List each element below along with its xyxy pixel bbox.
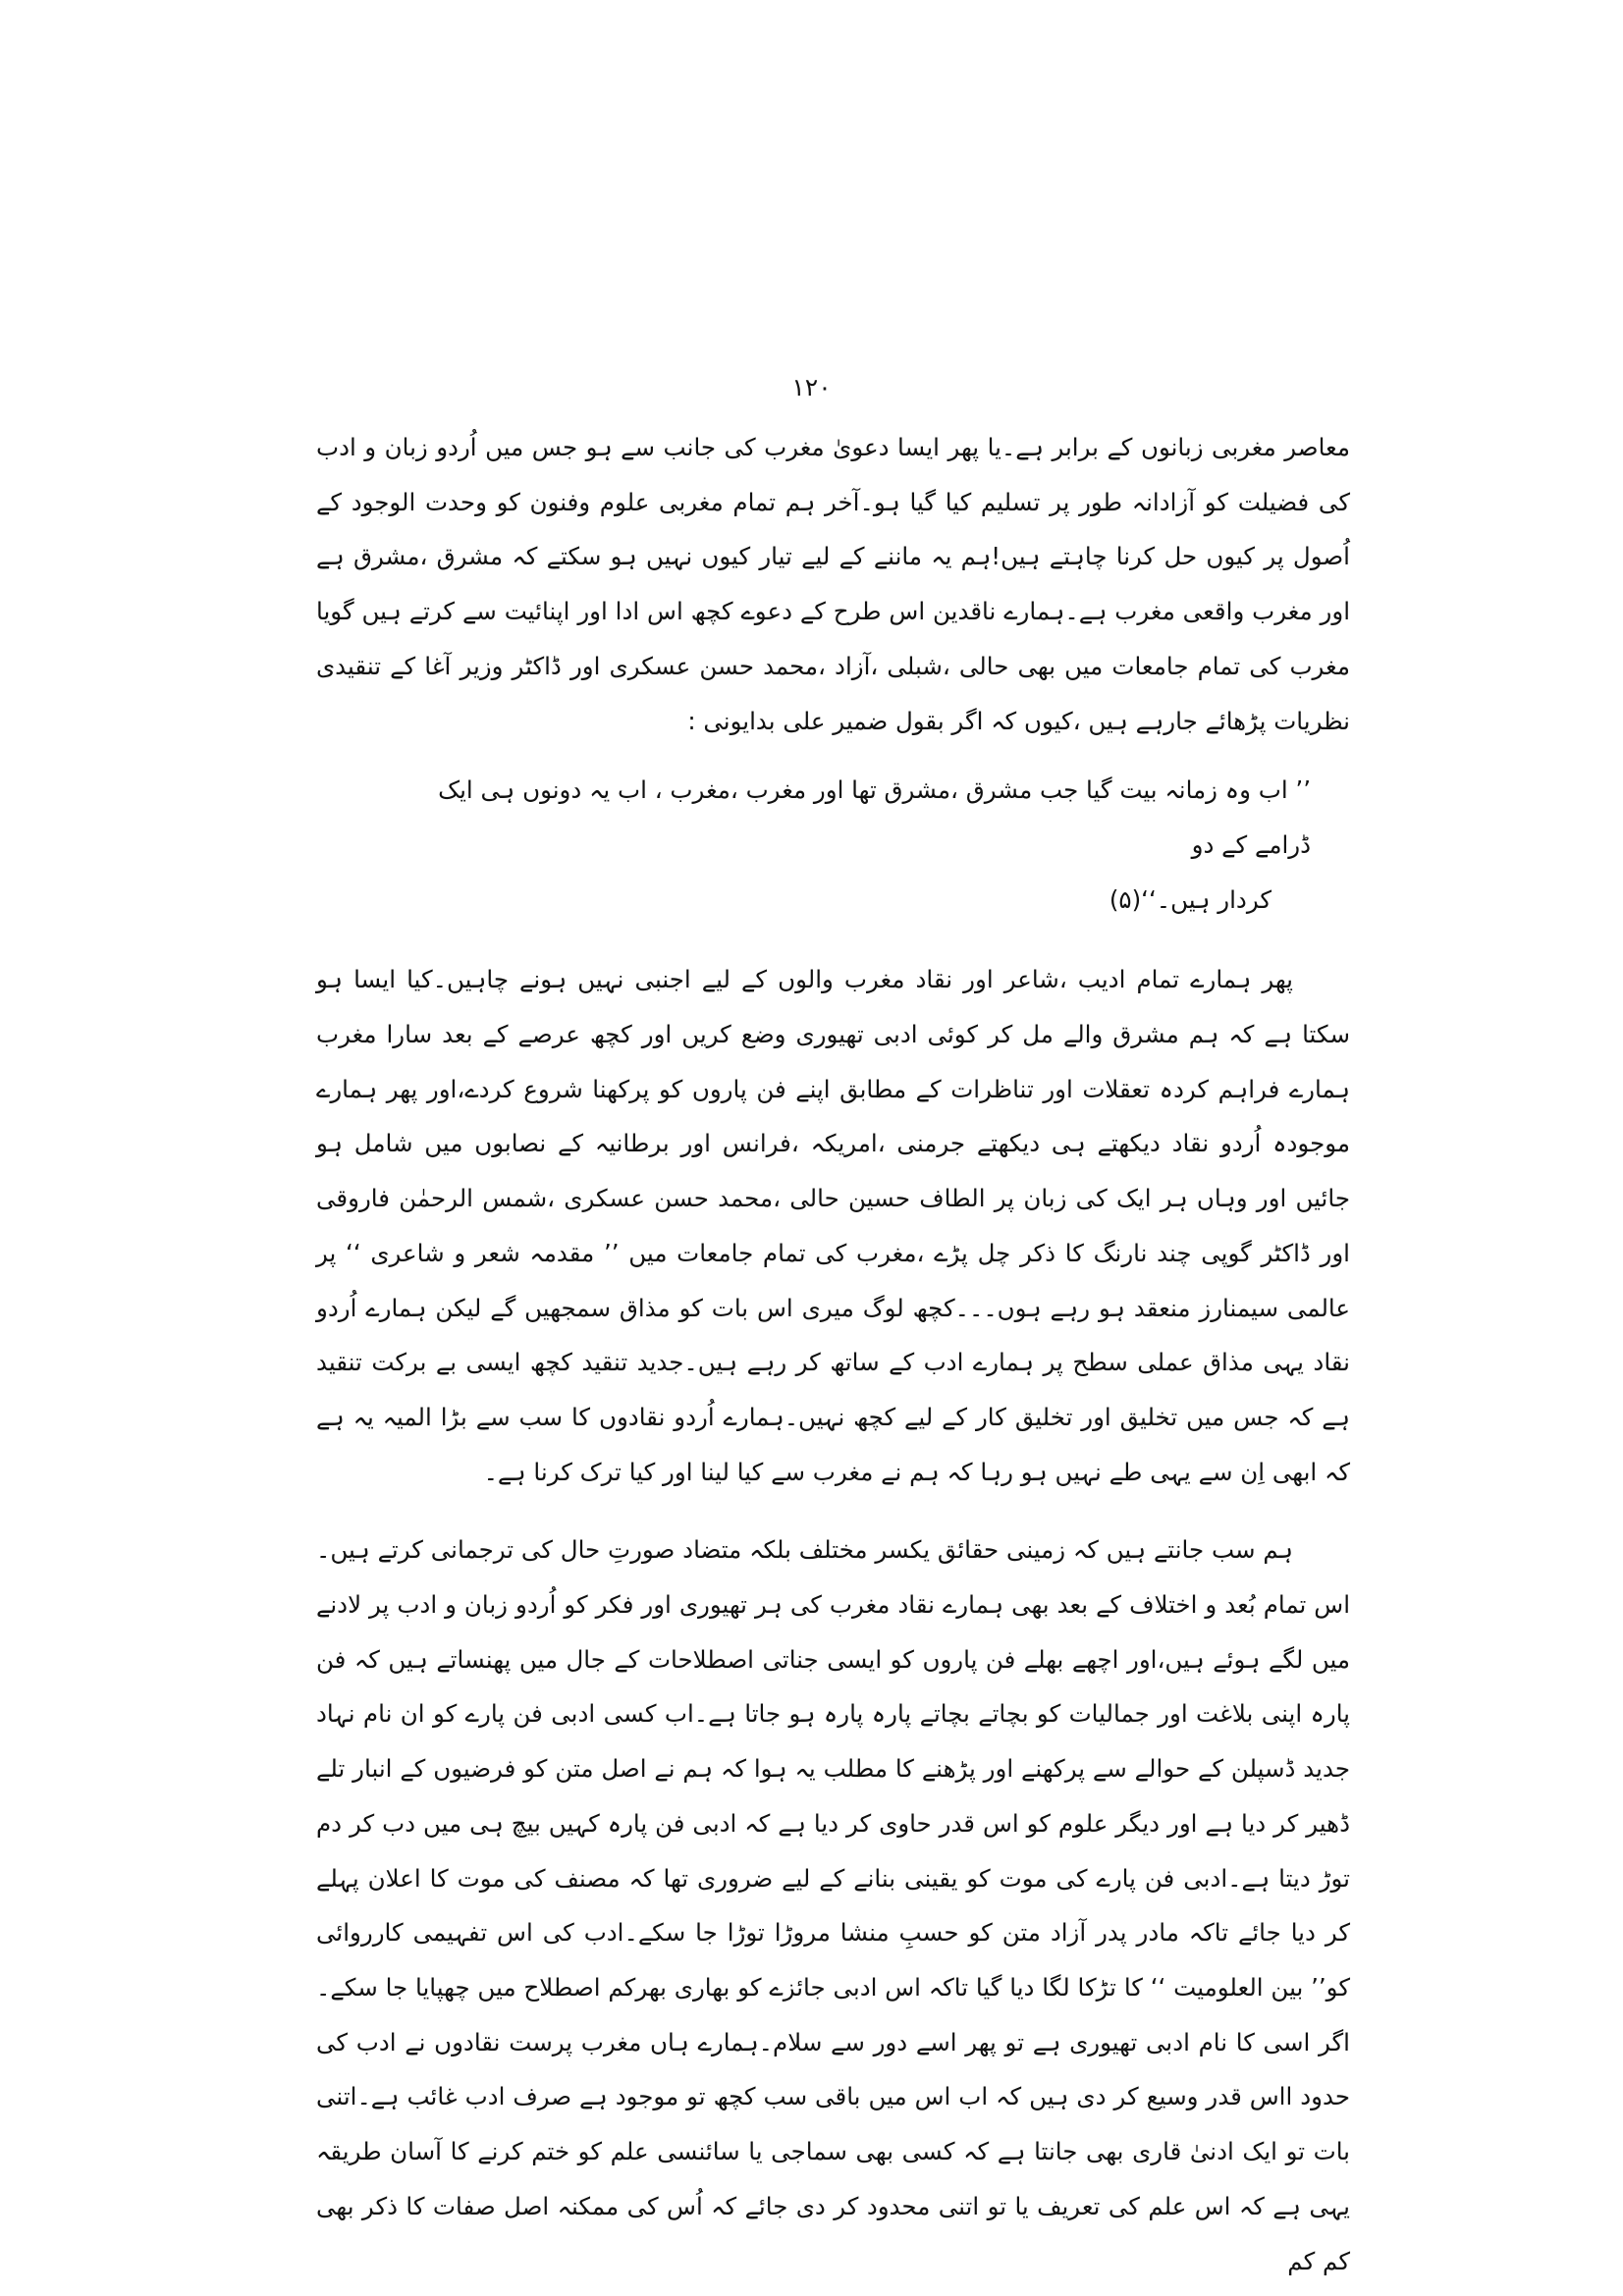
paragraph-2-text: پھر ہمارے تمام ادیب ،شاعر اور نقاد مغرب والوں کے لیے اجنبی نہیں ہونے چاہیں۔کیا ایسا ہو سکتا ہے کہ ہم مشرق والے مل کر کوئی ادبی تھیوری وضع کریں اور کچھ عرصے کے بعد سارا مغرب ہمارے فراہم کردہ تعقلات اور تناظرات کے مطابق اپنے فن پاروں کو پرکھنا شروع کردے،اور پھر ہمارے موجودہ اُردو نقاد دیکھتے ہی دیکھتے جرمنی ،امریکہ ،فرانس اور برطانیہ کے نصابوں میں شامل ہو جائیں اور وہاں ہر ایک کی زبان پر الطاف حسین حالی ،محمد حسن عسکری ،شمس الرحمٰن فاروقی اور ڈاکٹر گوپی چند نارنگ کا ذکر چل پڑے ،مغرب کی تمام جامعات میں ’’ مقدمہ شعر و شاعری ‘‘ پر عالمی سیمنارز منعقد ہو رہے ہوں۔۔۔کچھ لوگ میری اس بات کو مذاق سمجھیں گے لیکن ہمارے اُردو نقاد یہی مذاق عملی سطح پر ہمارے ادب کے ساتھ کر رہے ہیں۔جدید تنقید کچھ ایسی بے برکت تنقید ہے کہ جس میں تخلیق اور تخلیق کار کے لیے کچھ نہیں۔ہمارے اُردو نقادوں کا سب سے بڑا المیہ یہ ہے کہ ابھی اِن سے یہی طے نہیں ہو رہا کہ ہم نے مغرب سے کیا لینا اور کیا ترک کرنا ہے۔ — [316, 965, 1350, 1486]
block-quote — [375, 763, 1311, 927]
body-text — [316, 420, 1350, 2288]
quote-line-1: ’’ اب وہ زمانہ بیت گیا جب مشرق ،مشرق تھا اور مغرب ،مغرب ، اب یہ دونوں ہی ایک ڈرامے کے دو — [438, 775, 1311, 859]
paragraph-2 — [316, 952, 1350, 1499]
paragraph-3 — [316, 1522, 1350, 2288]
paragraph-1: معاصر مغربی زبانوں کے برابر ہے۔یا پھر ایسا دعویٰ مغرب کی جانب سے ہو جس میں اُردو زبان و ادب کی فضیلت کو آزادانہ طور پر تسلیم کیا گیا ہو۔آخر ہم تمام مغربی علوم وفنون کو وحدت الوجود کے اُصول پر کیوں حل کرنا چاہتے ہیں!ہم یہ ماننے کے لیے تیار کیوں نہیں ہو سکتے کہ مشرق ،مشرق ہے اور مغرب واقعی مغرب ہے۔ہمارے ناقدین اس طرح کے دعوے کچھ اس ادا اور اپنائیت سے کرتے ہیں گویا مغرب کی تمام جامعات میں بھی حالی ،شبلی ،آزاد ،محمد حسن عسکری اور ڈاکٹر وزیر آغا کے تنقیدی نظریات پڑھائے جارہے ہیں ،کیوں کہ اگر بقول ضمیر علی بدایونی : — [316, 433, 1350, 735]
quote-line-2: کردار ہیں۔‘‘(۵) — [1109, 884, 1271, 914]
paragraph-3-text: ہم سب جانتے ہیں کہ زمینی حقائق یکسر مختلف بلکہ متضاد صورتِ حال کی ترجمانی کرتے ہیں۔اس تمام بُعد و اختلاف کے بعد بھی ہمارے نقاد مغرب کی ہر تھیوری اور فکر کو اُردو زبان و ادب پر لادنے میں لگے ہوئے ہیں،اور اچھے بھلے فن پاروں کو ایسی جناتی اصطلاحات کے جال میں پھنساتے ہیں کہ فن پارہ اپنی بلاغت اور جمالیات کو بچاتے بچاتے پارہ پارہ ہو جاتا ہے۔اب کسی ادبی فن پارے کو ان نام نہاد جدید ڈسپلن کے حوالے سے پرکھنے اور پڑھنے کا مطلب یہ ہوا کہ ہم نے اصل متن کو فرضیوں کے انبار تلے ڈھیر کر دیا ہے اور دیگر علوم کو اس قدر حاوی کر دیا ہے کہ ادبی فن پارہ کہیں بیچ ہی میں دب کر دم توڑ دیتا ہے۔ادبی فن پارے کی موت کو یقینی بنانے کے لیے ضروری تھا کہ مصنف کی موت کا اعلان پہلے کر دیا جائے تاکہ مادر پدر آزاد متن کو حسبِ منشا مروڑا توڑا جا سکے۔ادب کی اس تفہیمی کارروائی کو’’ بین العلومیت ‘‘ کا تڑکا لگا دیا گیا تاکہ اس ادبی جائزے کو بھاری بھرکم اصطلاح میں چھپایا جا سکے۔اگر اسی کا نام ادبی تھیوری ہے تو پھر اسے دور سے سلام۔ہمارے ہاں مغرب پرست نقادوں نے ادب کی حدود ااس قدر وسیع کر دی ہیں کہ اب اس میں باقی سب کچھ تو موجود ہے صرف ادب غائب ہے۔اتنی بات تو ایک ادنیٰ قاری بھی جانتا ہے کہ کسی بھی سماجی یا سائنسی علم کو ختم کرنے کا آسان طریقہ یہی ہے کہ اس علم کی تعریف یا تو اتنی محدود کر دی جائے کہ اُس کی ممکنہ اصل صفات کا ذکر بھی کم کم — [316, 1535, 1350, 2275]
page-number: ۱۲۰ — [791, 373, 832, 401]
